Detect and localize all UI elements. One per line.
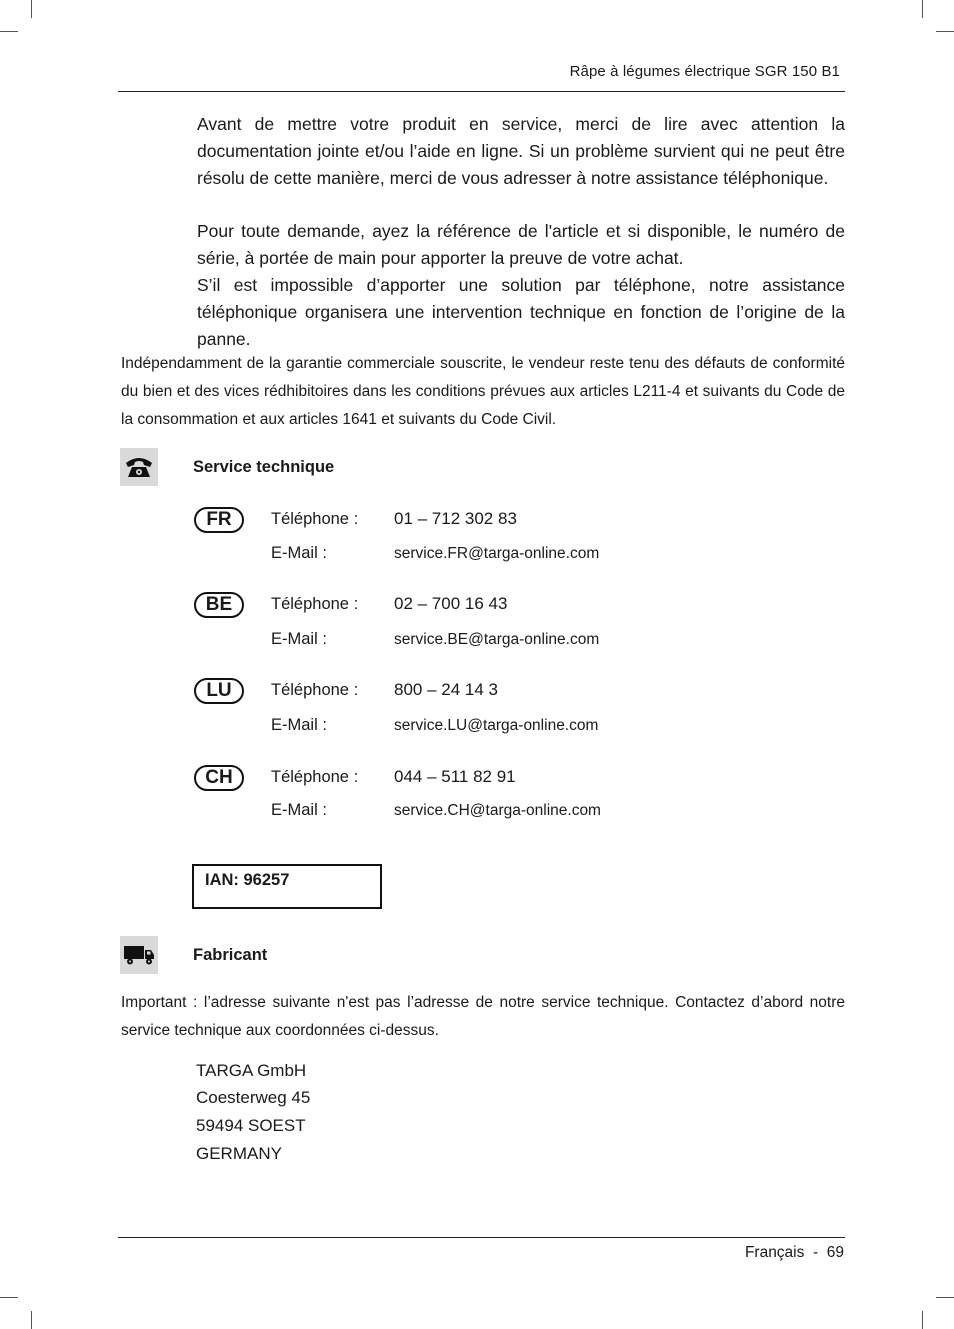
telephone-icon — [120, 448, 158, 486]
email-label: E-Mail : — [271, 716, 327, 734]
crop-mark — [31, 0, 32, 18]
country-badge-fr: FR — [194, 507, 244, 533]
intro-paragraph-3: S’il est impossible d’apporter une solution par téléphone, notre assistance téléphonique organisera une intervention technique en fonction de l’origine de la panne. — [197, 275, 845, 349]
phone-number-lu: 800 – 24 14 3 — [394, 680, 498, 699]
country-badge-lu: LU — [194, 678, 244, 704]
warranty-paragraph: Indépendamment de la garantie commerciale souscrite, le vendeur reste tenu des défauts de conformité du bien et des vices rédhibitoires dans les conditions prévues aux articles L211-4 et suivants du Code de la consommation et aux articles 1641 et suivants du Code Civil. — [121, 355, 845, 428]
footer-rule — [118, 1237, 845, 1238]
country-badge-ch: CH — [194, 765, 244, 791]
email-ch: service.CH@targa-online.com — [394, 802, 601, 819]
phone-label: Téléphone : — [271, 510, 359, 528]
crop-mark — [922, 0, 923, 18]
phone-number-be: 02 – 700 16 43 — [394, 594, 508, 613]
email-fr: service.FR@targa-online.com — [394, 545, 600, 562]
address-line: Coesterweg 45 — [196, 1088, 311, 1107]
email-be: service.BE@targa-online.com — [394, 631, 600, 648]
phone-label: Téléphone : — [271, 595, 359, 613]
ian-number: IAN: 96257 — [205, 871, 290, 889]
phone-label: Téléphone : — [271, 681, 359, 699]
intro-paragraph-2: Pour toute demande, ayez la référence de l'article et si disponible, le numéro de série, à portée de main pour apporter la preuve de votre achat. — [197, 221, 845, 268]
truck-icon — [120, 936, 158, 974]
manufacturer-note: Important : l’adresse suivante n'est pas l’adresse de notre service technique. Contactez d’abord notre service technique aux coordonnées ci-dessus. — [121, 994, 845, 1039]
email-lu: service.LU@targa-online.com — [394, 717, 599, 734]
crop-mark — [0, 1297, 18, 1298]
phone-label: Téléphone : — [271, 768, 359, 786]
crop-mark — [0, 31, 18, 32]
email-label: E-Mail : — [271, 630, 327, 648]
address-line: TARGA GmbH — [196, 1061, 307, 1080]
manufacturer-section-title: Fabricant — [193, 946, 268, 964]
page-header-title: Râpe à légumes électrique SGR 150 B1 — [569, 63, 840, 80]
crop-mark — [936, 1297, 954, 1298]
page-footer: Français - 69 — [744, 1244, 844, 1261]
crop-mark — [936, 31, 954, 32]
service-section-title: Service technique — [193, 458, 335, 476]
address-line: 59494 SOEST — [196, 1116, 306, 1135]
phone-number-ch: 044 – 511 82 91 — [394, 767, 516, 786]
email-label: E-Mail : — [271, 801, 327, 819]
intro-paragraph-1: Avant de mettre votre produit en service, merci de lire avec attention la documentation jointe et/ou l’aide en ligne. Si un problème survient qui ne peut être résolu de cette manière, merci de vous adresser à notre assistance téléphonique. — [197, 114, 845, 188]
address-line: GERMANY — [196, 1144, 282, 1163]
ian-box — [192, 864, 382, 909]
country-badge-be: BE — [194, 592, 244, 618]
crop-mark — [922, 1311, 923, 1329]
crop-mark — [31, 1311, 32, 1329]
phone-number-fr: 01 – 712 302 83 — [394, 509, 517, 528]
email-label: E-Mail : — [271, 544, 327, 562]
header-rule — [118, 91, 845, 92]
